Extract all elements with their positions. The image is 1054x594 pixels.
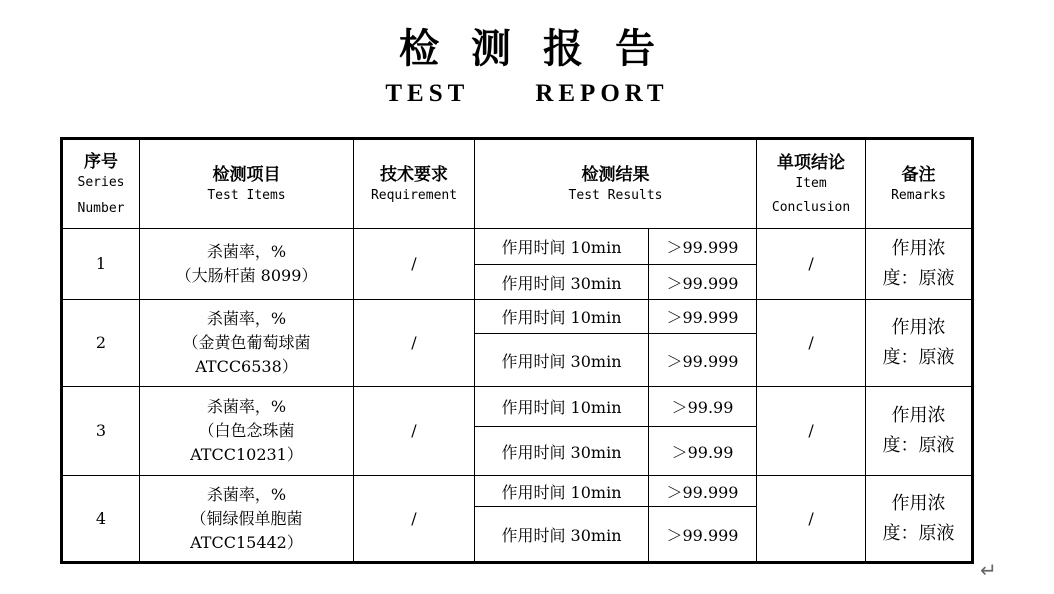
result-time-cell: 作用时间 30min xyxy=(475,334,649,387)
requirement-cell: / xyxy=(354,476,475,563)
result-value-cell: ＞99.999 xyxy=(649,229,757,265)
series-number-cell: 1 xyxy=(62,229,140,300)
result-value-cell: ＞99.999 xyxy=(649,300,757,334)
conclusion-cell: / xyxy=(757,229,866,300)
conclusion-cell: / xyxy=(757,476,866,563)
series-number-cell: 4 xyxy=(62,476,140,563)
remarks-cell: 作用浓 度：原液 xyxy=(866,387,973,476)
result-value-cell: ＞99.999 xyxy=(649,476,757,507)
paragraph-return-icon: ↵ xyxy=(980,558,997,582)
series-number-cell: 2 xyxy=(62,300,140,387)
header-requirement: 技术要求 Requirement xyxy=(354,139,475,229)
test-item-cell: 杀菌率，% （白色念珠菌 ATCC10231） xyxy=(140,387,354,476)
result-time-cell: 作用时间 10min xyxy=(475,387,649,427)
table-row xyxy=(62,476,973,507)
title-char: 测 xyxy=(471,25,511,72)
test-report-table xyxy=(60,137,974,564)
header-test-items: 检测项目 Test Items xyxy=(140,139,354,229)
title-word: REPORT xyxy=(535,80,669,107)
header-row xyxy=(62,139,973,229)
result-value-cell: ＞99.99 xyxy=(649,427,757,476)
result-value-cell: ＞99.999 xyxy=(649,265,757,300)
remarks-cell: 作用浓 度：原液 xyxy=(866,300,973,387)
title-char: 检 xyxy=(399,25,439,72)
table-row xyxy=(62,387,973,427)
header-item-conclusion: 单项结论 Item Conclusion xyxy=(757,139,866,229)
requirement-cell: / xyxy=(354,229,475,300)
series-number-cell: 3 xyxy=(62,387,140,476)
header-series-number: 序号 Series Number xyxy=(62,139,140,229)
result-time-cell: 作用时间 10min xyxy=(475,229,649,265)
report-title-cn xyxy=(0,26,1054,72)
result-time-cell: 作用时间 10min xyxy=(475,300,649,334)
remarks-cell: 作用浓 度：原液 xyxy=(866,476,973,563)
result-time-cell: 作用时间 10min xyxy=(475,476,649,507)
requirement-cell: / xyxy=(354,300,475,387)
result-time-cell: 作用时间 30min xyxy=(475,427,649,476)
test-item-cell: 杀菌率，% （大肠杆菌 8099） xyxy=(140,229,354,300)
result-time-cell: 作用时间 30min xyxy=(475,507,649,563)
result-value-cell: ＞99.999 xyxy=(649,507,757,563)
test-item-cell: 杀菌率，% （金黄色葡萄球菌 ATCC6538） xyxy=(140,300,354,387)
table-row xyxy=(62,300,973,334)
table-row xyxy=(62,229,973,265)
report-title-en xyxy=(0,80,1054,108)
header-remarks: 备注 Remarks xyxy=(866,139,973,229)
result-value-cell: ＞99.999 xyxy=(649,334,757,387)
title-char: 告 xyxy=(615,25,655,72)
conclusion-cell: / xyxy=(757,300,866,387)
result-time-cell: 作用时间 30min xyxy=(475,265,649,300)
title-char: 报 xyxy=(543,25,583,72)
remarks-cell: 作用浓 度：原液 xyxy=(866,229,973,300)
title-word: TEST xyxy=(385,80,470,107)
conclusion-cell: / xyxy=(757,387,866,476)
test-item-cell: 杀菌率，% （铜绿假单胞菌 ATCC15442） xyxy=(140,476,354,563)
result-value-cell: ＞99.99 xyxy=(649,387,757,427)
requirement-cell: / xyxy=(354,387,475,476)
header-test-results: 检测结果 Test Results xyxy=(475,139,757,229)
